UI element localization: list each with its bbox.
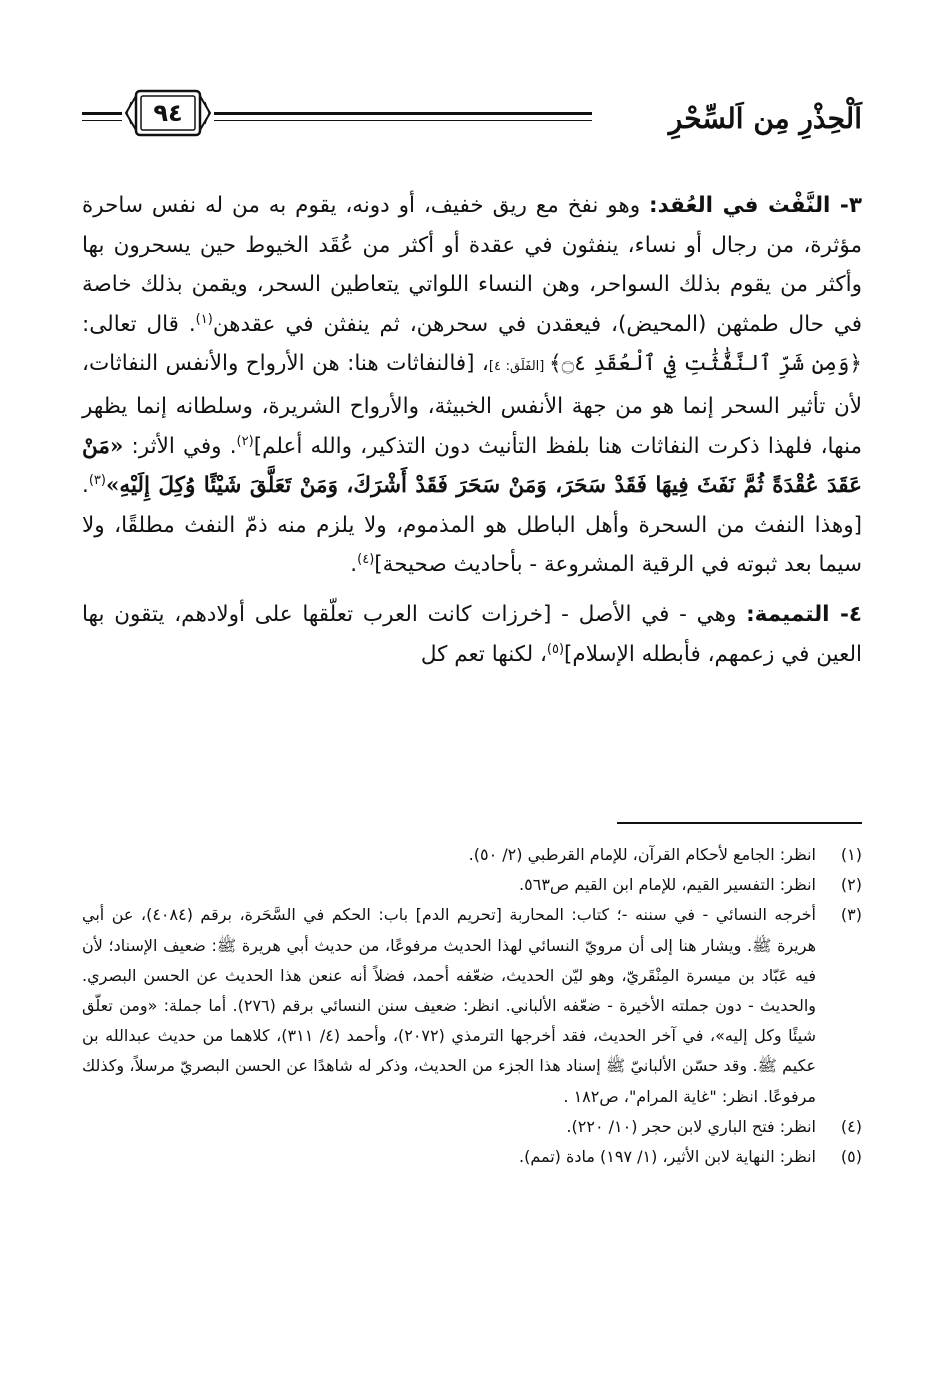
main-text — [82, 186, 862, 674]
footnote-item — [82, 870, 862, 900]
quran-reference: [الفَلَق: ٤] — [488, 359, 550, 375]
running-title: اَلْحِذْرِ مِن اَلسِّحْرِ — [668, 102, 862, 135]
footnote-text: انظر: التفسير القيم، للإمام ابن القيم ص٥٦٣. — [519, 875, 816, 895]
paragraph-tamima — [82, 595, 862, 674]
text-segment: . قال تعالى: — [82, 311, 196, 337]
footnote-item — [82, 840, 862, 870]
footnote-text: انظر: النهاية لابن الأثير، (١/ ١٩٧) مادة (تمم). — [518, 1147, 816, 1167]
footnote-item — [82, 1112, 862, 1142]
text-segment: ، [فالنفاثات هنا: هن الأرواح والأنفس النفاثات، لأن تأثير السحر إنما هو من جهة الأنفس الخبيثة، والأرواح الشريرة، وسلطانه إنما يظهر منها، فلهذا ذكرت النفاثات هنا بلفظ التأنيث دون التذكير، والله أعلم] — [82, 351, 862, 459]
term-nafth: ٣- النَّفْث في العُقد: — [648, 193, 862, 218]
footnote-text: انظر: فتح الباري لابن حجر (١٠/ ٢٢٠). — [566, 1116, 816, 1136]
footnote-separator — [617, 822, 862, 824]
footnote-ref: (٤) — [357, 552, 375, 568]
text-segment: ، لكنها تعم كل — [420, 641, 547, 667]
text-segment: . — [350, 552, 358, 578]
footnote-ref: (٥) — [546, 641, 565, 657]
quran-verse: ﴿وَمِن شَرِّ ٱلنَّفَّٰثَٰتِ فِي ٱلْعُقَدِ ۝٤﴾ — [549, 351, 863, 377]
text-segment: . وفي الأثر: — [123, 433, 237, 459]
footnote-item — [82, 900, 862, 1111]
footnotes — [82, 840, 862, 1172]
footnote-number: (١) — [840, 845, 862, 864]
paragraph-nafth — [82, 186, 862, 585]
footnote-text: أخرجه النسائي - في سننه -؛ كتاب: المحاربة [تحريم الدم] باب: الحكم في السَّحَرة، برقم (٤٠٨٤)، عن أبي هريرة ﷺ. ويشار هنا إلى أن مرويّ النسائي لهذا الحديث مرفوعًا، من حديث أبي هريرة ﷺ: ضعيف الإسناد؛ لأن فيه عَبّاد بن ميسرة المِنْقَريّ، وهو ليّن الحديث، ضعّفه أحمد، فضلاً أنه عنعن هذا الحديث عن الحسن البصري. والحديث - دون جملته الأخيرة - ضعّفه الألباني. انظر: ضعيف سنن النسائي برقم (٢٧٦). أما جملة: «ومن تعلّق شيئًا وكل إليه»، في آخر الحديث، فقد أخرجها الترمذي (٢٠٧٢)، وأحمد (٤/ ٣١١)، كلاهما من حديث عبدالله بن عكيم ﷺ. وقد حسّن الألبانيّ ﷺ إسناد هذا الجزء من الحديث، وذكر له شاهدًا عن الحسن البصريّ مرسلاً، وكذلك مرفوعًا. انظر: "غاية المرام"، ص١٨٢ . — [82, 905, 817, 1106]
text-segment: . [وهذا النفث من السحرة وأهل الباطل هو المذموم، ولا يلزم منه ذمّ النفث مطلقًا، ولا سيما بعد ثبوته في الرقية المشروعة - بأحاديث صحيحة] — [82, 473, 862, 578]
footnote-ref: (٢) — [236, 433, 254, 449]
footnote-ref: (٣) — [88, 473, 106, 488]
page-header — [82, 84, 862, 156]
footnote-ref: (١) — [195, 311, 213, 327]
hadith-text: «مَنْ عَقَدَ عُقْدَةً ثُمَّ نَفَثَ فِيهَا فَقَدْ سَحَرَ، وَمَنْ سَحَرَ فَقَدْ أَشْرَكَ، وَمَنْ تَعَلَّقَ شَيْئًا وُكِلَ إِلَيْهِ» — [82, 433, 862, 499]
page-number-badge — [122, 88, 214, 138]
footnote-number: (٣) — [840, 905, 862, 925]
text-segment: وهو نفخ مع ريق خفيف، أو دونه، يقوم به من له نفس ساحرة مؤثرة، من رجال أو نساء، ينفثون في عقدة أو أكثر من عُقَد الخيوط حين يسحرون بها وأكثر من يقوم بذلك السواحر، وهن النساء اللواتي يتعاطين السحر، ويقمن بذلك خاصة في حال طمثهن (المحيض)، فيعقدن في سحرهن، ثم ينفثن في عقدهن — [82, 193, 862, 337]
header-rule-short — [82, 112, 122, 115]
footnote-number: (٤) — [840, 1116, 862, 1136]
footnote-text: انظر: الجامع لأحكام القرآن، للإمام القرطبي (٢/ ٥٠). — [468, 845, 816, 864]
page-number: ٩٤ — [153, 99, 183, 127]
footnote-item — [82, 1142, 862, 1172]
term-tamima: ٤- التميمة: — [746, 601, 862, 627]
header-rule — [214, 112, 592, 115]
text-segment: وهي - في الأصل - [خرزات كانت العرب تعلّقها على أولادهم، يتقون بها العين في زعمهم، فأبطله الإسلام] — [82, 601, 862, 667]
footnote-number: (٥) — [840, 1147, 862, 1167]
footnote-number: (٢) — [840, 875, 862, 895]
